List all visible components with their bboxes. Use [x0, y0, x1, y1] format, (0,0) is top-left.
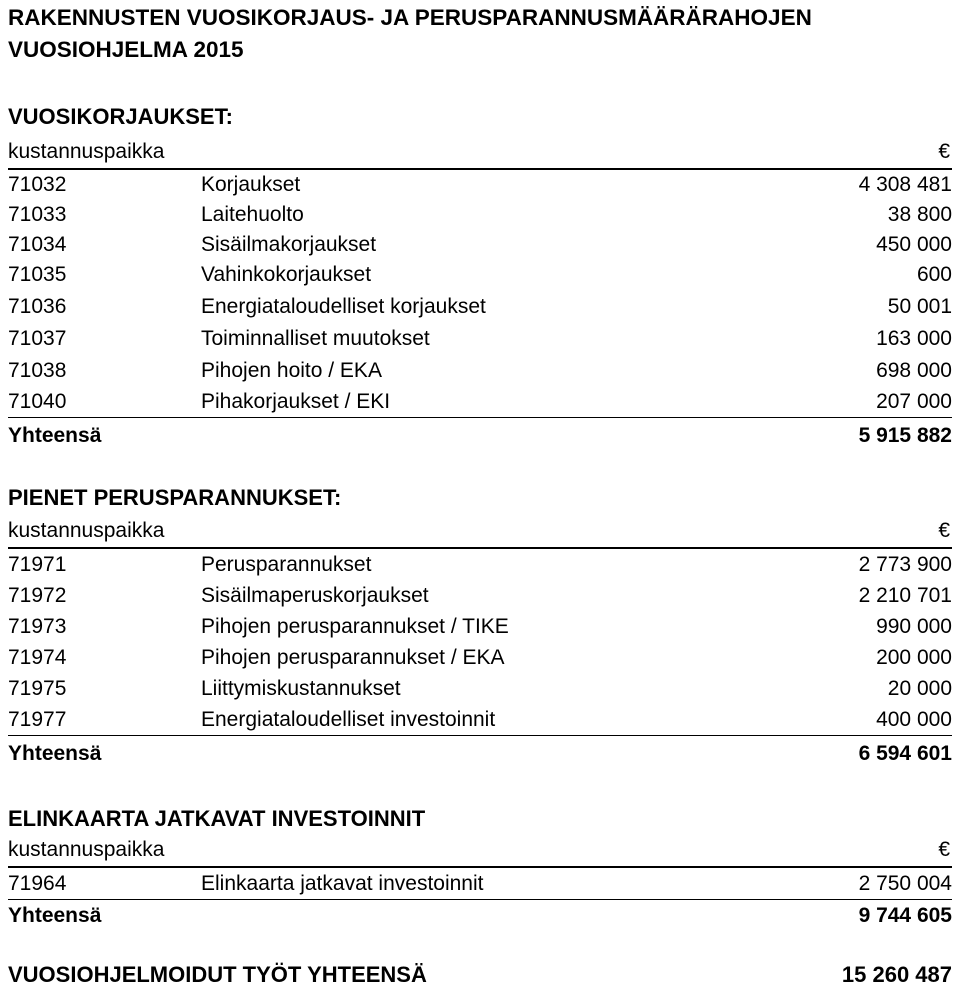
- grand-total-label: VUOSIOHJELMOIDUT TYÖT YHTEENSÄ: [8, 962, 427, 987]
- row-name: Sisäilmaperuskorjaukset: [201, 584, 429, 607]
- row-amount: 990 000: [876, 615, 952, 638]
- row-amount: 50 001: [887, 295, 952, 318]
- row-code: 71977: [8, 708, 67, 731]
- table-row: [8, 705, 952, 736]
- row-code: 71974: [8, 646, 67, 669]
- row-name: Pihojen hoito / EKA: [201, 359, 382, 382]
- row-name: Laitehuolto: [201, 203, 304, 226]
- row-code: 71036: [8, 295, 67, 318]
- row-name: Energiataloudelliset korjaukset: [201, 295, 486, 318]
- currency-header: €: [938, 838, 950, 861]
- table-row: [8, 581, 952, 611]
- row-amount: 200 000: [876, 646, 952, 669]
- table-row: [8, 550, 952, 580]
- title-line-2: VUOSIOHJELMA 2015: [8, 37, 244, 62]
- table-row: [8, 643, 952, 673]
- row-code: 71037: [8, 327, 67, 350]
- total-label: Yhteensä: [8, 904, 102, 927]
- row-name: Energiataloudelliset investoinnit: [201, 708, 496, 731]
- row-code: 71034: [8, 233, 67, 256]
- row-amount: 2 773 900: [858, 553, 952, 576]
- row-name: Vahinkokorjaukset: [201, 263, 372, 286]
- section-title-elinkaarta-jatkavat-investoinnit: ELINKAARTA JATKAVAT INVESTOINNIT: [8, 806, 426, 831]
- row-code: 71972: [8, 584, 67, 607]
- table-row: [8, 674, 952, 704]
- table-row: [8, 200, 952, 230]
- row-code: 71973: [8, 615, 67, 638]
- table-row: [8, 230, 952, 260]
- row-amount: 600: [916, 263, 952, 286]
- row-amount: 698 000: [876, 359, 952, 382]
- table-row: [8, 170, 952, 200]
- row-name: Pihojen perusparannukset / TIKE: [201, 615, 509, 638]
- row-amount: 400 000: [876, 708, 952, 731]
- section-total: [8, 900, 952, 932]
- row-code: 71964: [8, 872, 67, 895]
- row-amount: 4 308 481: [858, 173, 952, 196]
- table-row: [8, 260, 952, 290]
- table-header: [8, 138, 952, 170]
- row-code: 71035: [8, 263, 67, 286]
- row-name: Perusparannukset: [201, 553, 372, 576]
- table-row: [8, 324, 952, 354]
- section-total: [8, 738, 952, 770]
- row-code: 71975: [8, 677, 67, 700]
- total-amount: 5 915 882: [858, 424, 952, 447]
- column-header-kustannuspaikka: kustannuspaikka: [8, 140, 165, 163]
- grand-total: [8, 962, 952, 988]
- table-header: [8, 836, 952, 868]
- row-name: Toiminnalliset muutokset: [201, 327, 430, 350]
- row-name: Elinkaarta jatkavat investoinnit: [201, 872, 484, 895]
- row-name: Sisäilmakorjaukset: [201, 233, 377, 256]
- currency-header: €: [938, 140, 950, 163]
- document-title: [8, 2, 812, 66]
- table-row: [8, 869, 952, 900]
- row-amount: 207 000: [876, 390, 952, 413]
- table-row: [8, 356, 952, 386]
- total-label: Yhteensä: [8, 424, 102, 447]
- row-name: Pihakorjaukset / EKI: [201, 390, 391, 413]
- table-header: [8, 517, 952, 549]
- row-name: Korjaukset: [201, 173, 301, 196]
- column-header-kustannuspaikka: kustannuspaikka: [8, 519, 165, 542]
- table-row: [8, 387, 952, 418]
- row-code: 71033: [8, 203, 67, 226]
- total-amount: 6 594 601: [858, 742, 952, 765]
- total-amount: 9 744 605: [858, 904, 952, 927]
- row-amount: 2 210 701: [858, 584, 952, 607]
- row-amount: 450 000: [876, 233, 952, 256]
- section-total: [8, 420, 952, 452]
- row-code: 71040: [8, 390, 67, 413]
- row-amount: 163 000: [876, 327, 952, 350]
- row-amount: 2 750 004: [858, 872, 952, 895]
- row-code: 71032: [8, 173, 67, 196]
- currency-header: €: [938, 519, 950, 542]
- row-code: 71038: [8, 359, 67, 382]
- total-label: Yhteensä: [8, 742, 102, 765]
- title-line-1: RAKENNUSTEN VUOSIKORJAUS- JA PERUSPARANNUSMÄÄRÄRAHOJEN: [8, 5, 812, 30]
- row-amount: 38 800: [887, 203, 952, 226]
- section-title-vuosikorjaukset: VUOSIKORJAUKSET:: [8, 104, 233, 129]
- grand-total-amount: 15 260 487: [841, 962, 952, 987]
- row-name: Pihojen perusparannukset / EKA: [201, 646, 505, 669]
- row-amount: 20 000: [887, 677, 952, 700]
- row-code: 71971: [8, 553, 67, 576]
- row-name: Liittymiskustannukset: [201, 677, 401, 700]
- table-row: [8, 292, 952, 322]
- column-header-kustannuspaikka: kustannuspaikka: [8, 838, 165, 861]
- section-title-pienet-perusparannukset: PIENET PERUSPARANNUKSET:: [8, 485, 342, 510]
- table-row: [8, 612, 952, 642]
